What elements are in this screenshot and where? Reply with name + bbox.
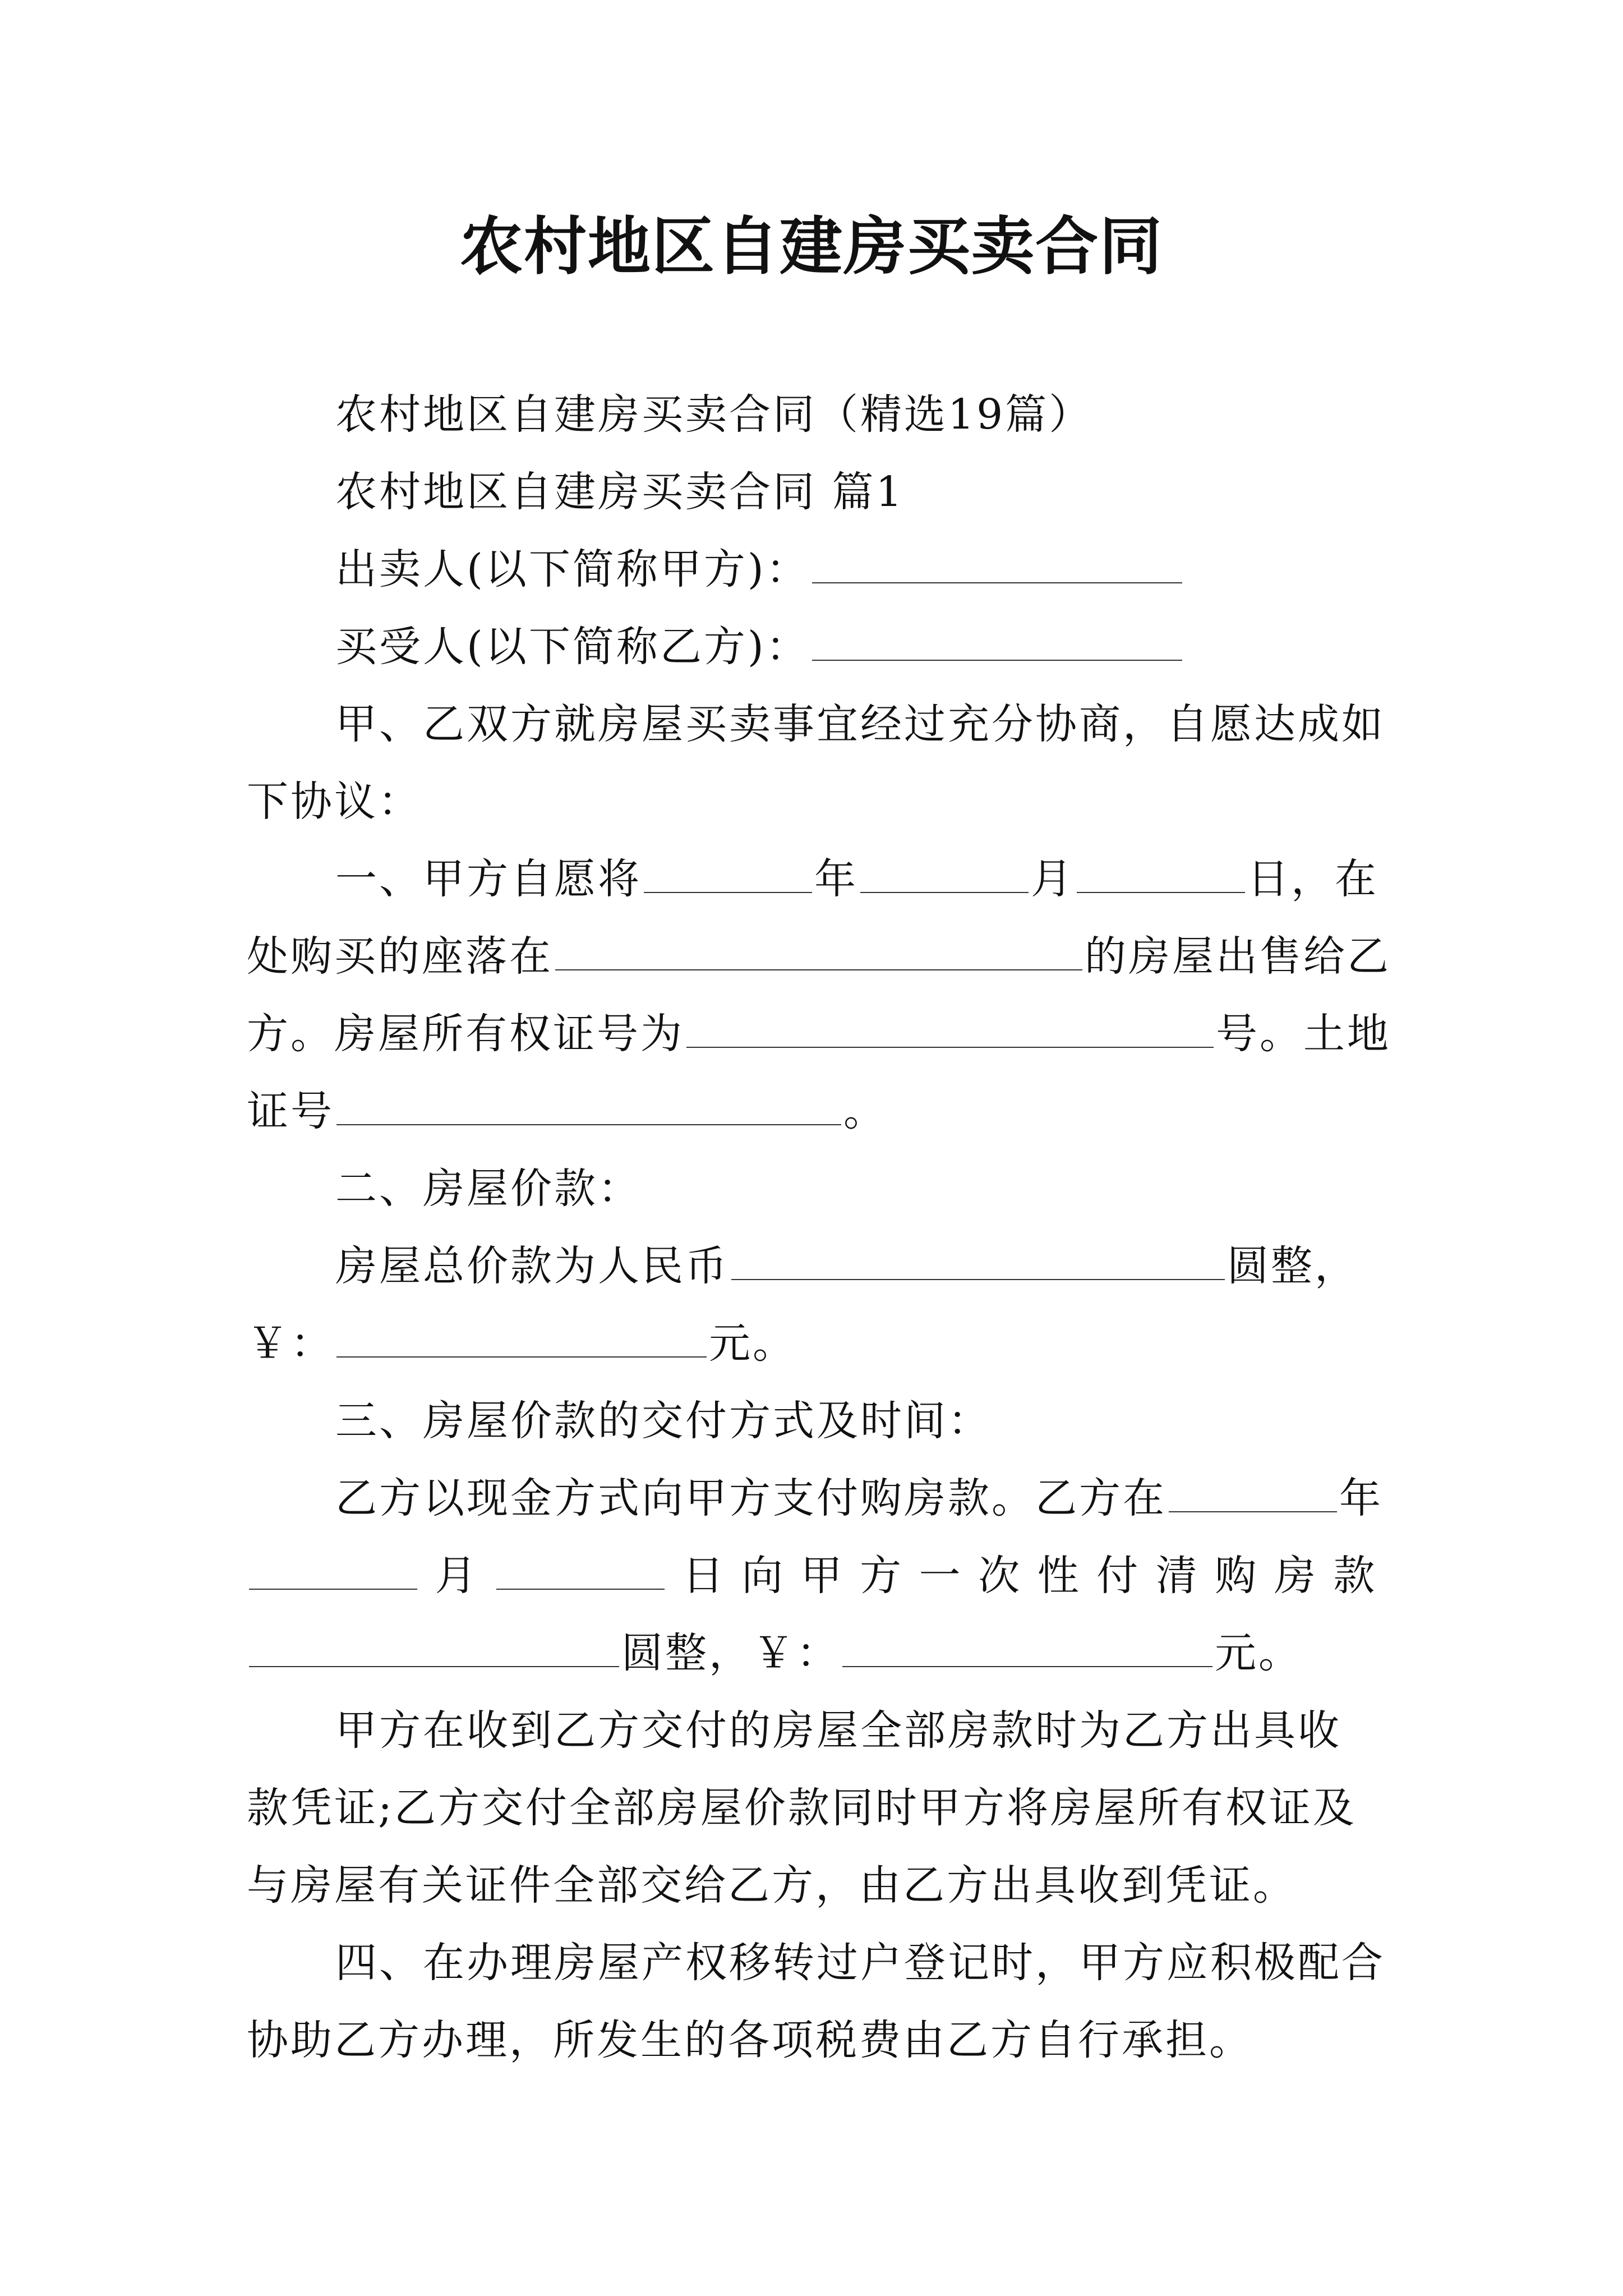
- year-label: 年: [814, 855, 858, 903]
- document-title: 农村地区自建房买卖合同: [460, 210, 1163, 283]
- yuan-suffix: 元。: [709, 1319, 796, 1368]
- yuan-symbol-label: ￥：: [247, 1319, 334, 1368]
- clause-1-line-1: [247, 840, 1391, 918]
- intro-line-2: 下协议：: [247, 777, 422, 826]
- clause-1-text: 一、甲方自愿将: [335, 855, 642, 903]
- land-cert-blank: [336, 1092, 841, 1125]
- receipt-line-2: 款凭证;乙方交付全部房屋价款同时甲方将房屋所有权证及: [247, 1784, 1357, 1832]
- pay-amount-suffix: 圆整，￥：: [621, 1629, 840, 1677]
- price-label: 房屋总价款为人民币: [335, 1242, 729, 1290]
- land-cert-label: 证号: [247, 1087, 334, 1135]
- pay-yuan-blank: [842, 1634, 1212, 1667]
- clause-2-line-1: [247, 1227, 1391, 1305]
- receipt-line-3: 与房屋有关证件全部交给乙方，由乙方出具收到凭证。: [247, 1861, 1297, 1910]
- seller-label: 出卖人(以下简称甲方)：: [335, 545, 810, 593]
- pay-yuan-suffix: 元。: [1215, 1629, 1302, 1677]
- pay-month-blank: [249, 1556, 417, 1590]
- location-blank: [555, 937, 1082, 970]
- location-label: 处购买的座落在: [247, 932, 553, 981]
- clause-3-line-3: [247, 1614, 1391, 1692]
- day-label: 日，在: [1247, 855, 1378, 903]
- pay-year-label: 年: [1339, 1474, 1383, 1522]
- clause-4-line-1: 四、在办理房屋产权移转过户登记时，甲方应积极配合: [335, 1939, 1385, 1987]
- price-blank: [731, 1246, 1225, 1280]
- month-label: 月: [1031, 855, 1075, 903]
- location-suffix: 的房屋出售给乙: [1085, 932, 1391, 981]
- certificate-label: 方。房屋所有权证号为: [247, 1010, 684, 1058]
- payment-text: 乙方以现金方式向甲方支付购房款。乙方在: [335, 1474, 1166, 1522]
- seller-blank: [812, 550, 1182, 583]
- year-blank: [644, 859, 812, 893]
- pay-day-text: 日 向 甲 方 一 次 性 付 清 购 房 款: [682, 1552, 1377, 1600]
- document-body: [247, 376, 1391, 2079]
- buyer-line: [247, 608, 1391, 685]
- receipt-line-1: 甲方在收到乙方交付的房屋全部房款时为乙方出具收: [335, 1706, 1341, 1755]
- pay-amount-blank: [249, 1634, 619, 1667]
- clause-2-heading: 二、房屋价款：: [335, 1165, 642, 1213]
- pay-year-blank: [1169, 1479, 1337, 1512]
- seller-line: [247, 531, 1391, 608]
- buyer-label: 买受人(以下简称乙方)：: [335, 623, 810, 671]
- clause-3-line-2: [247, 1537, 1391, 1614]
- clause-3-line-1: [247, 1460, 1391, 1537]
- land-cert-suffix: 。: [843, 1087, 887, 1135]
- certificate-suffix: 号。土地: [1216, 1010, 1391, 1058]
- certificate-blank: [686, 1014, 1214, 1048]
- price-suffix: 圆整，: [1227, 1242, 1358, 1290]
- pay-day-blank: [496, 1556, 665, 1590]
- pay-month-label: 月: [435, 1552, 479, 1600]
- day-blank: [1077, 859, 1245, 893]
- clause-4-line-2: 协助乙方办理，所发生的各项税费由乙方自行承担。: [247, 2016, 1253, 2064]
- buyer-blank: [812, 627, 1182, 661]
- clause-3-heading: 三、房屋价款的交付方式及时间：: [335, 1397, 992, 1445]
- clause-2-line-2: [247, 1305, 1391, 1382]
- subtitle: 农村地区自建房买卖合同（精选19篇）: [335, 390, 1093, 439]
- clause-1-line-2: [247, 918, 1391, 995]
- clause-1-line-3: [247, 995, 1391, 1073]
- section-heading: 农村地区自建房买卖合同 篇1: [335, 468, 905, 516]
- intro-line-1: 甲、乙双方就房屋买卖事宜经过充分协商，自愿达成如: [335, 700, 1385, 748]
- yuan-amount-blank: [336, 1324, 707, 1358]
- clause-1-line-4: [247, 1073, 1391, 1150]
- month-blank: [860, 859, 1029, 893]
